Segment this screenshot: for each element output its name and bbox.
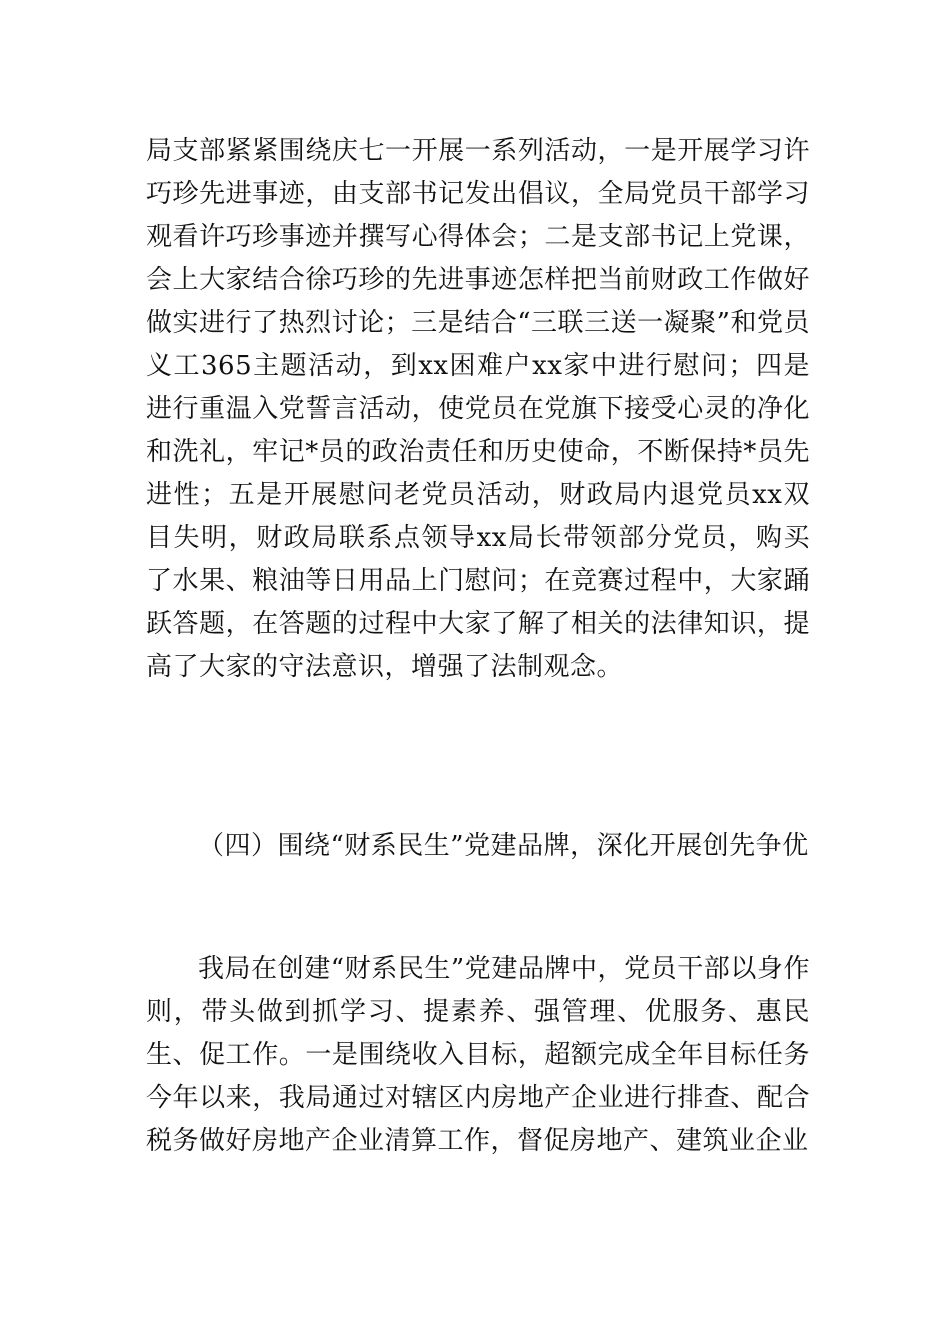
body-paragraph-2: 我局在创建“财系民生”党建品牌中，党员干部以身作则，带头做到抓学习、提素养、强管理、优服务、惠民生、促工作。一是围绕收入目标，超额完成全年目标任务今年以来，我局通过对辖区内房地产企业进行排查、配合税务做好房地产企业清算工作，督促房地产、建筑业企业	[146, 954, 810, 1156]
section-heading: （四）围绕“财系民生”党建品牌，深化开展创先争优	[198, 831, 809, 861]
body-paragraph-1: 局支部紧紧围绕庆七一开展一系列活动，一是开展学习许巧珍先进事迹，由支部书记发出倡议，全局党员干部学习观看许巧珍事迹并撰写心得体会；二是支部书记上党课，会上大家结合徐巧珍的先进事迹怎样把当前财政工作做好做实进行了热烈讨论；三是结合“三联三送一凝聚”和党员义工365主题活动，到xx困难户xx家中进行慰问；四是进行重温入党誓言活动，使党员在党旗下接受心灵的净化和洗礼，牢记*员的政治责任和历史使命，不断保持*员先进性；五是开展慰问老党员活动，财政局内退党员xx双目失明，财政局联系点领导xx局长带领部分党员，购买了水果、粮油等日用品上门慰问；在竞赛过程中，大家踊跃答题，在答题的过程中大家了解了相关的法律知识，提高了大家的守法意识，增强了法制观念。	[146, 136, 810, 682]
